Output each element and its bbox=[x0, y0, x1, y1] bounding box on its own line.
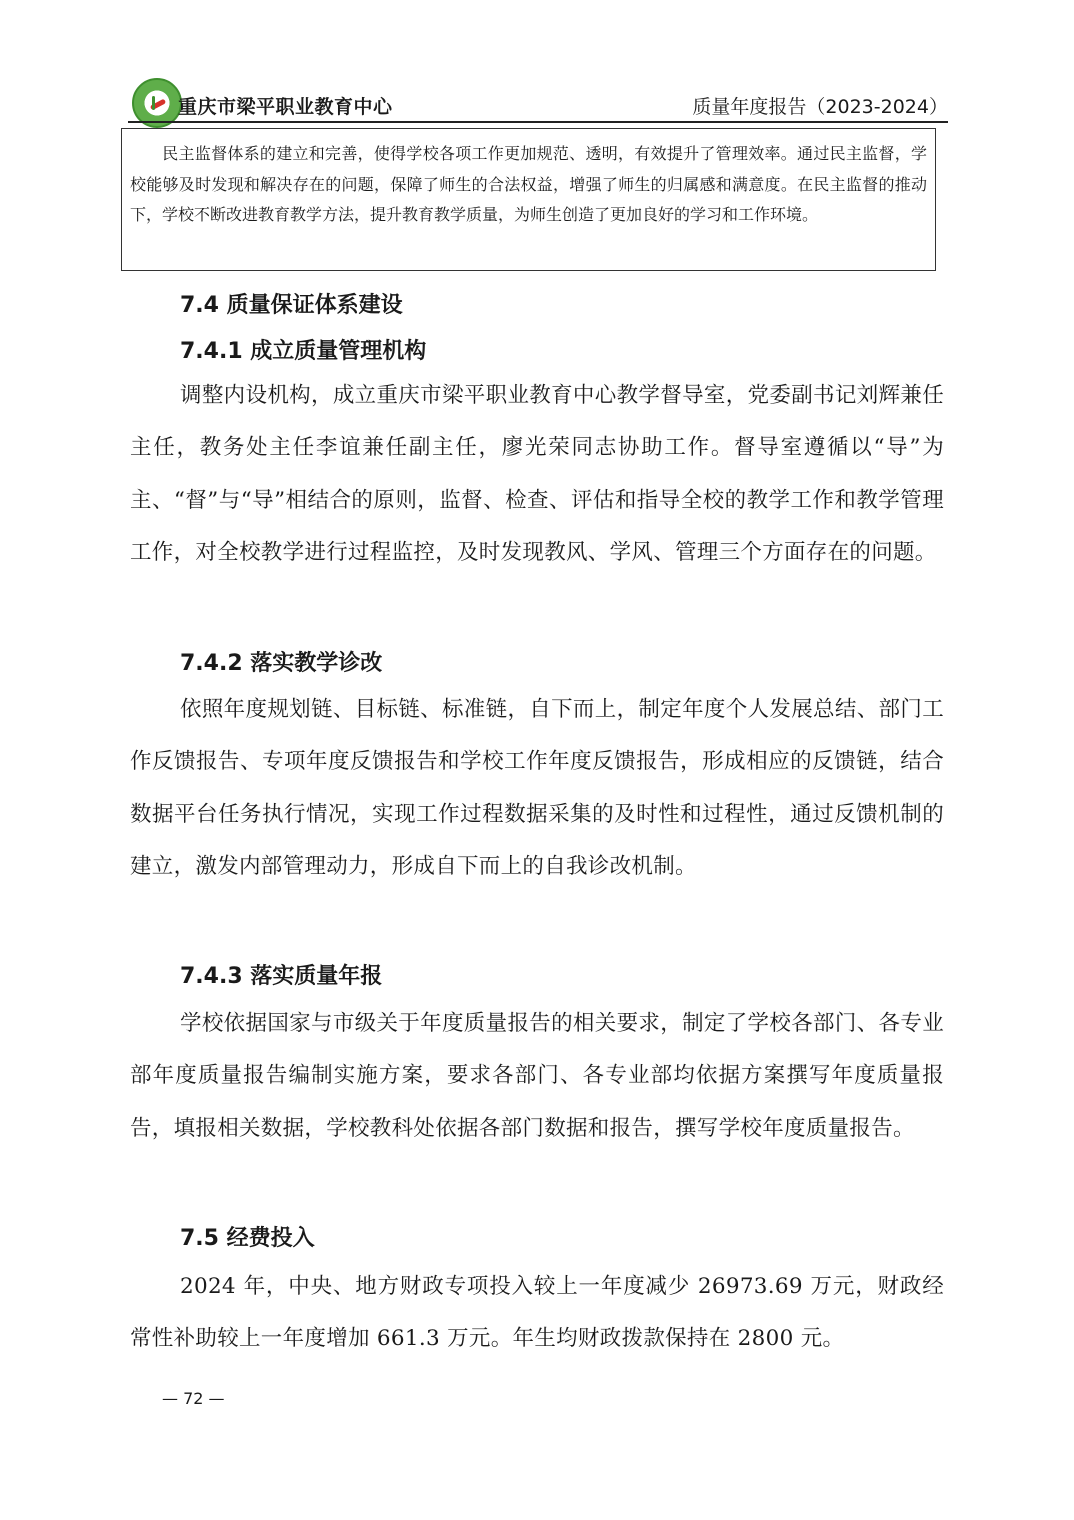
section-body-7-5 bbox=[130, 1261, 944, 1366]
section-body-7-4-2 bbox=[130, 684, 944, 894]
body-text: 学校依据国家与市级关于年度质量报告的相关要求，制定了学校各部门、各专业部年度质量报告编制实施方案，要求各部门、各专业部均依据方案撰写年度质量报告，填报相关数据，学校教科处依据各部门数据和报告，撰写学校年度质量报告。 bbox=[130, 1011, 944, 1141]
header-divider bbox=[128, 121, 948, 123]
body-text: 依照年度规划链、目标链、标准链，自下而上，制定年度个人发展总结、部门工作反馈报告、专项年度反馈报告和学校工作年度反馈报告，形成相应的反馈链，结合数据平台任务执行情况，实现工作过程数据采集的及时性和过程性，通过反馈机制的建立，激发内部管理动力，形成自下而上的自我诊改机制。 bbox=[130, 697, 944, 880]
section-heading-7-4-1: 7.4.1 成立质量管理机构 bbox=[180, 339, 427, 364]
section-heading-7-4-2: 7.4.2 落实教学诊改 bbox=[180, 651, 383, 676]
section-body-7-4-1 bbox=[130, 370, 944, 580]
section-body-7-4-3 bbox=[130, 998, 944, 1155]
page-header bbox=[128, 72, 948, 118]
section-heading-7-4: 7.4 质量保证体系建设 bbox=[180, 293, 403, 318]
boxed-note-text: 民主监督体系的建立和完善，使得学校各项工作更加规范、透明，有效提升了管理效率。通过民主监督，学校能够及时发现和解决存在的问题，保障了师生的合法权益，增强了师生的归属感和满意度。在民主监督的推动下，学校不断改进教育教学方法，提升教育教学质量，为师生创造了更加良好的学习和工作环境。 bbox=[130, 144, 927, 224]
body-text: 2024 年，中央、地方财政专项投入较上一年度减少 26973.69 万元，财政经常性补助较上一年度增加 661.3 万元。年生均财政拨款保持在 2800 元。 bbox=[130, 1274, 944, 1352]
section-heading-7-5: 7.5 经费投入 bbox=[180, 1226, 315, 1251]
page-number: — 72 — bbox=[162, 1389, 225, 1408]
school-name: 重庆市梁平职业教育中心 bbox=[178, 96, 393, 118]
boxed-note bbox=[121, 128, 936, 271]
report-title: 质量年度报告（2023-2024） bbox=[692, 96, 948, 118]
section-heading-7-4-3: 7.4.3 落实质量年报 bbox=[180, 964, 383, 989]
body-text: 调整内设机构，成立重庆市梁平职业教育中心教学督导室，党委副书记刘辉兼任主任，教务处主任李谊兼任副主任，廖光荣同志协助工作。督导室遵循以“导”为主、“督”与“导”相结合的原则，监督、检查、评估和指导全校的教学工作和教学管理工作，对全校教学进行过程监控，及时发现教风、学风、管理三个方面存在的问题。 bbox=[130, 383, 944, 566]
